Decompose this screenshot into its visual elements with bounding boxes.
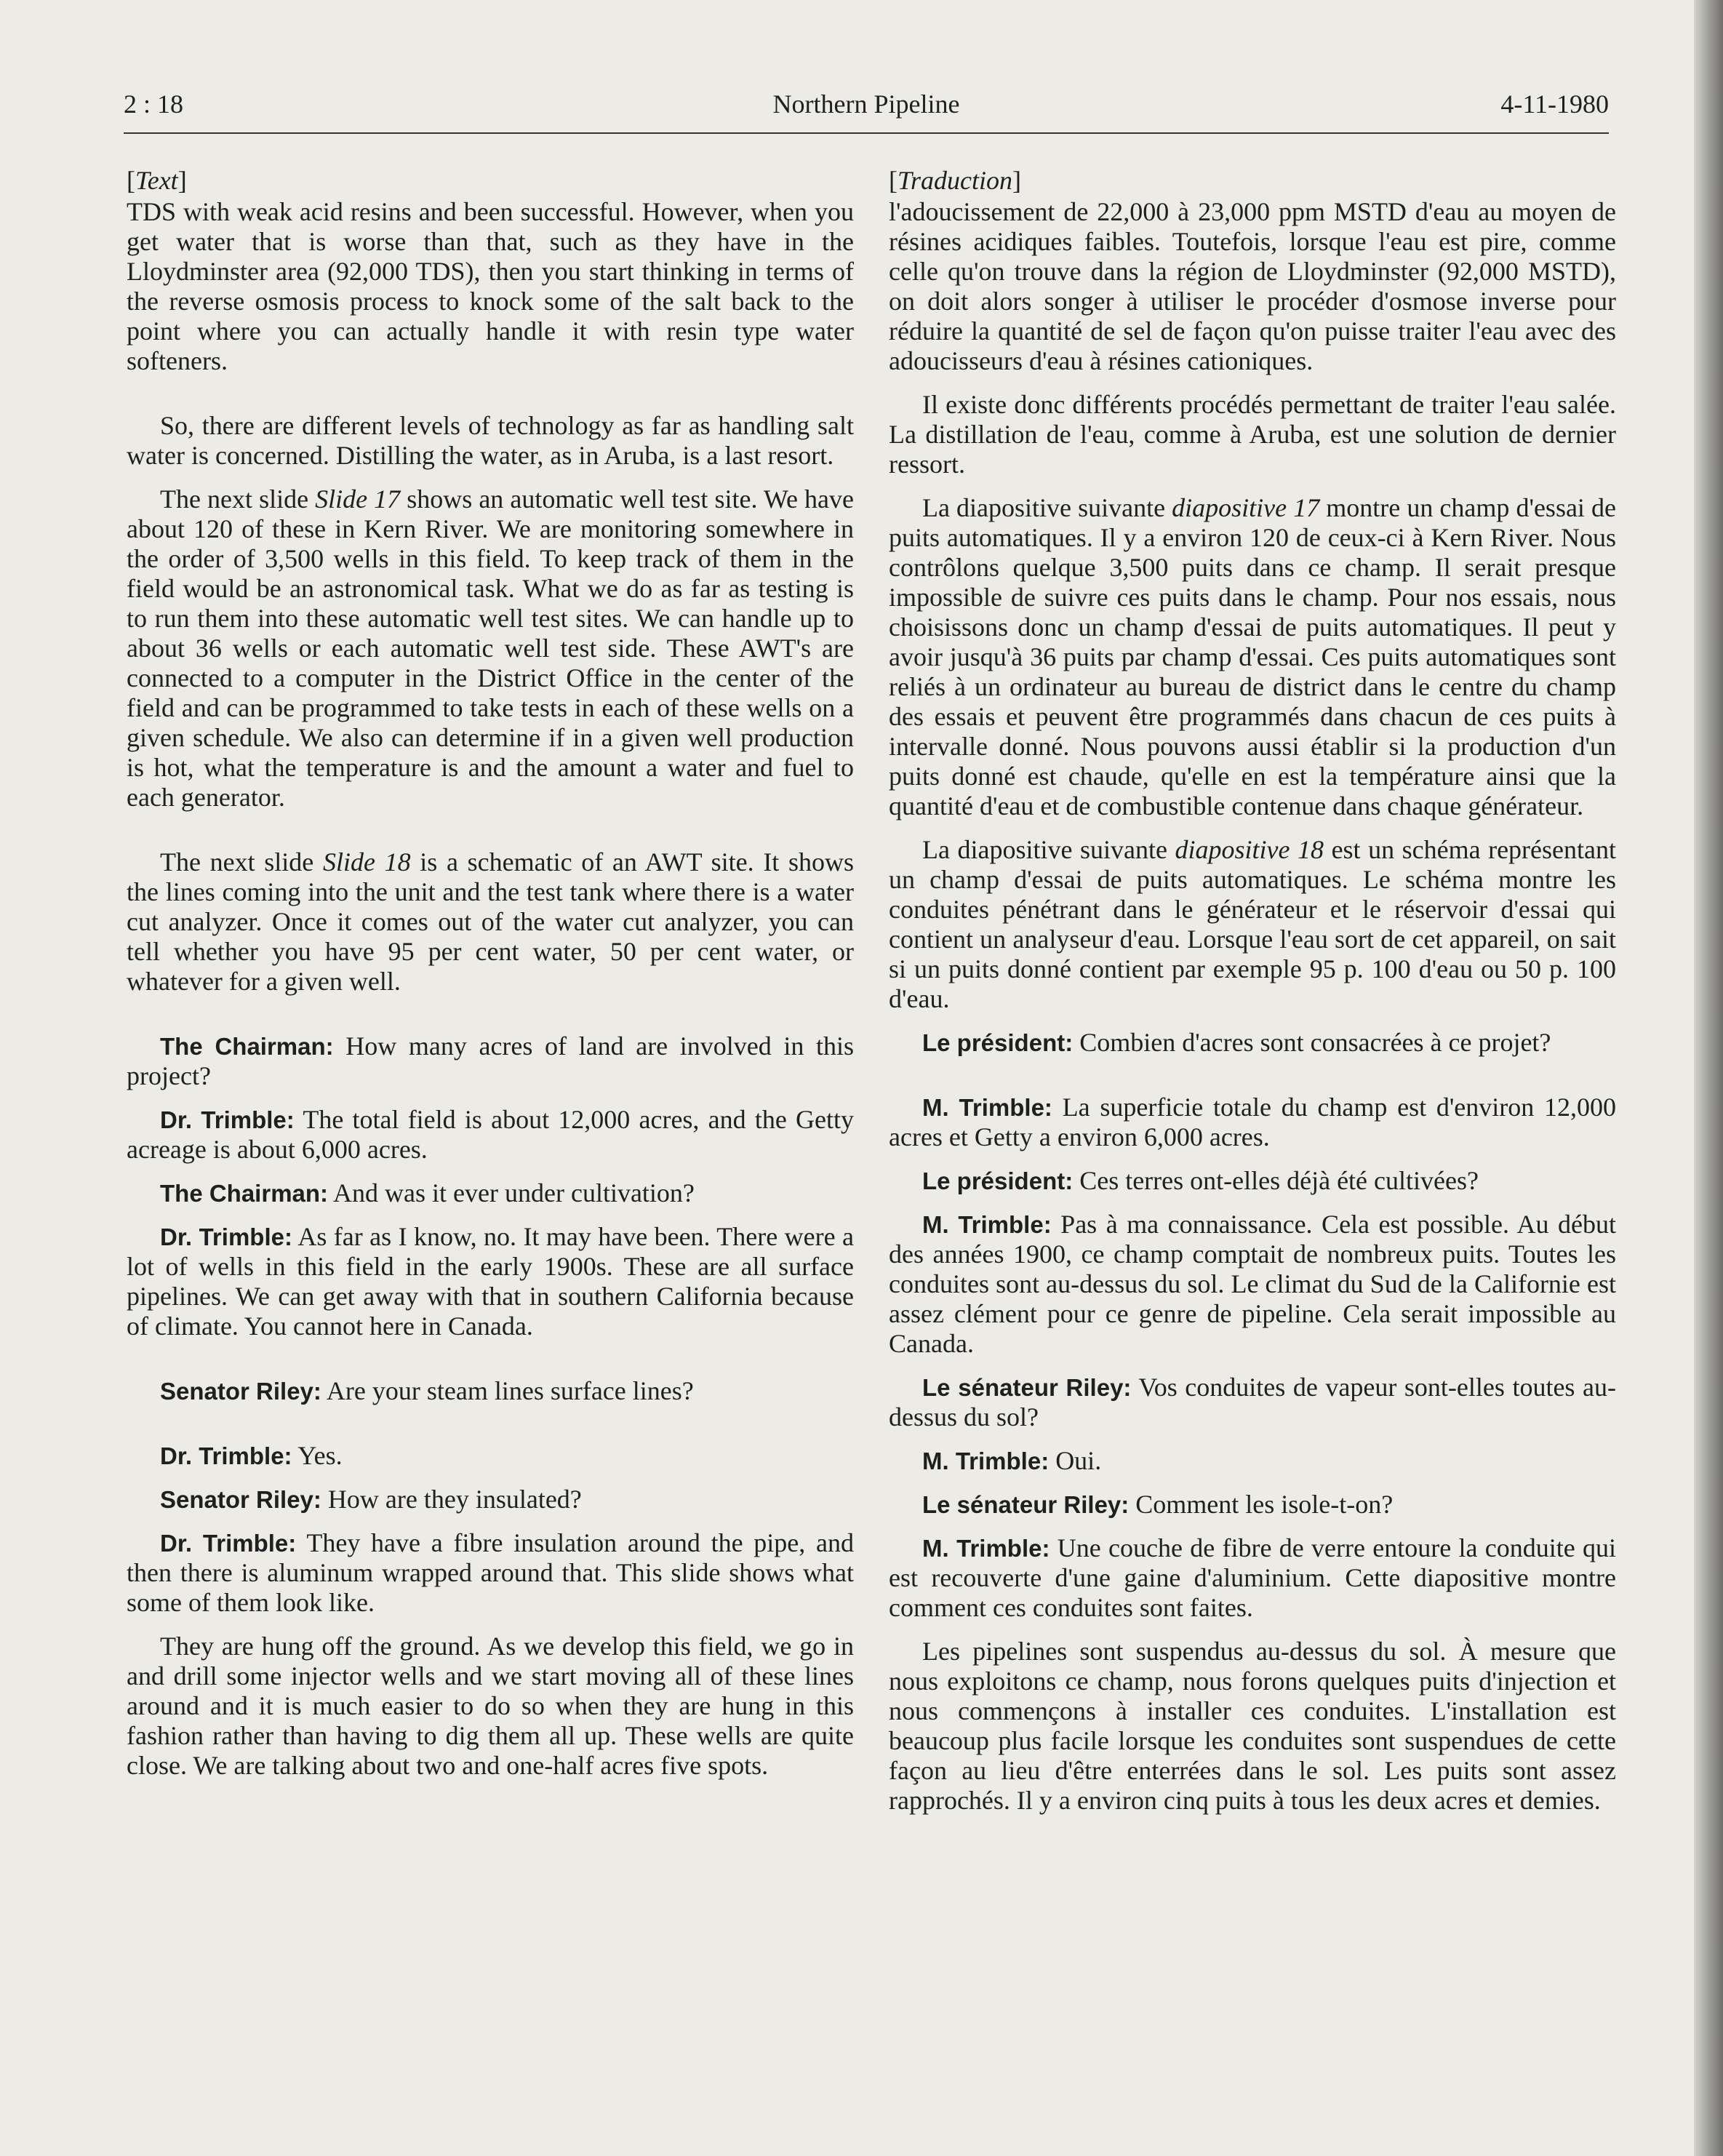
speaker-name: Senator Riley:: [160, 1378, 321, 1405]
speech-text: Comment les isole-t-on?: [1129, 1490, 1394, 1519]
dialogue-turn: [889, 1028, 1616, 1058]
dialogue-turn: [127, 1528, 854, 1618]
speech-text: Yes.: [292, 1441, 343, 1470]
speech-text: Une couche de fibre de verre entoure la conduite qui est recouverte d'une gaine d'aluminium. Cette diapositive montre comment ces conduites sont faites.: [889, 1533, 1617, 1622]
paragraph: [127, 847, 854, 997]
bracket-close: ]: [177, 166, 187, 195]
paragraph: Il existe donc différents procédés permettant de traiter l'eau salée. La distillation de l'eau, comme à Aruba, est une solution de dernier ressort.: [889, 390, 1616, 479]
dialogue-turn: [889, 1093, 1616, 1152]
paragraph: [889, 493, 1616, 821]
speech-text: They have a fibre insulation around the pipe, and then there is aluminum wrapped around that. This slide shows what some of them look like.: [127, 1528, 854, 1617]
speech-text: And was it ever under cultivation?: [328, 1178, 695, 1207]
text-run: La diapositive suivante: [922, 835, 1175, 864]
column-heading: [127, 166, 854, 196]
speaker-name: The Chairman:: [160, 1033, 334, 1060]
speaker-name: Le président:: [922, 1167, 1074, 1194]
dialogue-turn: [127, 1178, 854, 1208]
dialogue-turn: [889, 1490, 1616, 1520]
bracket-close: ]: [1012, 166, 1022, 195]
speaker-name: M. Trimble:: [922, 1094, 1052, 1121]
paragraph: Les pipelines sont suspendus au-dessus du sol. À mesure que nous exploitons ce champ, nous forons quelques puits d'injection et nous commençons à installer ces conduites. L'installation est beaucoup plus facile lorsque les conduites sont suspendues de cette façon au lieu d'être enterrées dans le sol. Les puits sont assez rapprochés. Il y a environ cinq puits à tous les deux acres et demies.: [889, 1637, 1616, 1815]
speaker-name: M. Trimble:: [922, 1211, 1052, 1238]
paragraph: They are hung off the ground. As we develop this field, we go in and drill some injector wells and we start moving all of these lines around and it is much easier to do so when they are hung in this fashion rather than having to dig them all up. These wells are quite close. We are talking about two and one-half acres five spots.: [127, 1632, 854, 1780]
speaker-name: Dr. Trimble:: [160, 1106, 295, 1133]
dialogue-turn: [127, 1376, 854, 1406]
french-column: [889, 166, 1616, 1829]
slide-reference: Slide 17: [315, 484, 401, 514]
speech-text: Oui.: [1049, 1446, 1102, 1475]
dialogue-turn: [127, 1485, 854, 1514]
dialogue-turn: [127, 1441, 854, 1471]
column-heading: [889, 166, 1616, 196]
paragraph: [127, 484, 854, 813]
dialogue-turn: [889, 1210, 1616, 1359]
dialogue-turn: [889, 1533, 1616, 1623]
speaker-name: Dr. Trimble:: [160, 1530, 297, 1557]
paragraph: l'adoucissement de 22,000 à 23,000 ppm MSTD d'eau au moyen de résines acidiques faibles. Toutefois, lorsque l'eau est pire, comme celle qu'on trouve dans la région de Lloydminster (92,000 MSTD), on doit alors songer à utiliser le procéder d'osmose inverse pour réduire la quantité de sel de façon qu'on puisse traiter l'eau avec des adoucisseurs d'eau à résines cationiques.: [889, 197, 1616, 375]
header-date: 4-11-1980: [1500, 89, 1609, 119]
text-run: montre un champ d'essai de puits automatiques. Il y a environ 120 de ceux-ci à Kern River. Nous contrôlons quelque 3,500 puits dans ce champ. Il serait presque impossible de suivre ces puits dans le champ. Pour nos essais, nous choisissons donc un champ d'essai de puits automatiques. Il peut y avoir jusqu'à 36 puits par champ d'essai. Ces puits automatiques sont reliés à un ordinateur au bureau de district dans le centre du champ des essais et peuvent être programmés dans chacun de ces puits à intervalle donné. Nous pouvons aussi établir si la production d'un puits donné est chaude, qu'elle en est la température ainsi que la quantité d'eau et de combustible contenue dans chaque générateur.: [889, 493, 1616, 821]
text-run: The next slide: [160, 847, 323, 877]
speaker-name: Dr. Trimble:: [160, 1442, 292, 1469]
dialogue-turn: [127, 1031, 854, 1091]
dialogue-turn: [889, 1373, 1616, 1432]
speaker-name: Dr. Trimble:: [160, 1223, 292, 1250]
speech-text: As far as I know, no. It may have been. There were a lot of wells in this field in the early 1900s. These are all surface pipelines. We can get away with that in southern California because of climate. You cannot here in Canada.: [127, 1222, 854, 1341]
speech-text: Vos conduites de vapeur sont-elles toutes au-dessus du sol?: [889, 1373, 1616, 1432]
speech-text: Are your steam lines surface lines?: [321, 1376, 694, 1405]
slide-reference: diapositive 17: [1172, 493, 1320, 522]
english-column: [127, 166, 854, 1794]
paragraph: So, there are different levels of technology as far as handling salt water is concerned. Distilling the water, as in Aruba, is a last resort.: [127, 411, 854, 470]
speaker-name: Le président:: [922, 1029, 1074, 1056]
speech-text: Pas à ma connaissance. Cela est possible. Au début des années 1900, ce champ comptait de nombreux puits. Toutes les conduites sont au-dessus du sol. Le climat du Sud de la Californie est assez clément pour ce genre de pipeline. Cela serait impossible au Canada.: [889, 1210, 1616, 1358]
dialogue-turn: [127, 1105, 854, 1165]
bracket-open: [: [127, 166, 135, 195]
speaker-name: M. Trimble:: [922, 1535, 1050, 1562]
slide-reference: diapositive 18: [1175, 835, 1324, 864]
speaker-name: Le sénateur Riley:: [922, 1491, 1130, 1518]
text-run: est un schéma représentant un champ d'essai de puits automatiques. Le schéma montre les conduites pénétrant dans le générateur et le réservoir d'essai qui contient un analyseur d'eau. Lorsque l'eau sort de cet appareil, on sait si un puits donné contient par exemple 95 p. 100 d'eau ou 50 p. 100 d'eau.: [889, 835, 1616, 1013]
heading-word: Traduction: [898, 166, 1013, 195]
text-run: The next slide: [160, 484, 316, 514]
speech-text: How many acres of land are involved in this project?: [127, 1031, 854, 1090]
paragraph: [889, 835, 1616, 1014]
speech-text: The total field is about 12,000 acres, and the Getty acreage is about 6,000 acres.: [127, 1105, 854, 1164]
dialogue-turn: [127, 1222, 854, 1341]
speaker-name: Le sénateur Riley:: [922, 1374, 1132, 1401]
speech-text: La superficie totale du champ est d'environ 12,000 acres et Getty a environ 6,000 acres.: [889, 1093, 1617, 1151]
paragraph: TDS with weak acid resins and been successful. However, when you get water that is worse than that, such as they have in the Lloydminster area (92,000 TDS), then you start thinking in terms of the reverse osmosis process to knock some of the salt back to the point where you can actually handle it with resin type water softeners.: [127, 197, 854, 375]
bracket-open: [: [889, 166, 898, 195]
speech-text: Ces terres ont-elles déjà été cultivées?: [1073, 1166, 1479, 1195]
heading-word: Text: [135, 166, 178, 195]
page-number: 2 : 18: [124, 89, 184, 119]
speaker-name: Senator Riley:: [160, 1486, 321, 1513]
text-run: shows an automatic well test site. We have about 120 of these in Kern River. We are monitoring somewhere in the order of 3,500 wells in this field. To keep track of them in the field would be an astronomical task. What we do as far as testing is to run them into these automatic well test sites. We can handle up to about 36 wells or each automatic well test side. These AWT's are connected to a computer in the District Office in the center of the field and can be programmed to take tests in each of these wells on a given schedule. We also can determine if in a given well production is hot, what the temperature is and the amount a water and fuel to each generator.: [127, 484, 854, 812]
speaker-name: M. Trimble:: [922, 1448, 1050, 1474]
text-run: is a schematic of an AWT site. It shows the lines coming into the unit and the test tank where there is a water cut analyzer. Once it comes out of the water cut analyzer, you can tell whether you have 95 per cent water, 50 per cent water, or whatever for a given well.: [127, 847, 854, 996]
dialogue-turn: [889, 1166, 1616, 1196]
speaker-name: The Chairman:: [160, 1180, 329, 1207]
speech-text: Combien d'acres sont consacrées à ce projet?: [1073, 1028, 1551, 1057]
book-spine-shadow: [1694, 0, 1723, 2156]
running-title: Northern Pipeline: [772, 89, 960, 119]
text-run: La diapositive suivante: [922, 493, 1172, 522]
page-header: [124, 89, 1609, 134]
speech-text: How are they insulated?: [321, 1485, 582, 1514]
dialogue-turn: [889, 1446, 1616, 1476]
slide-reference: Slide 18: [322, 847, 411, 877]
